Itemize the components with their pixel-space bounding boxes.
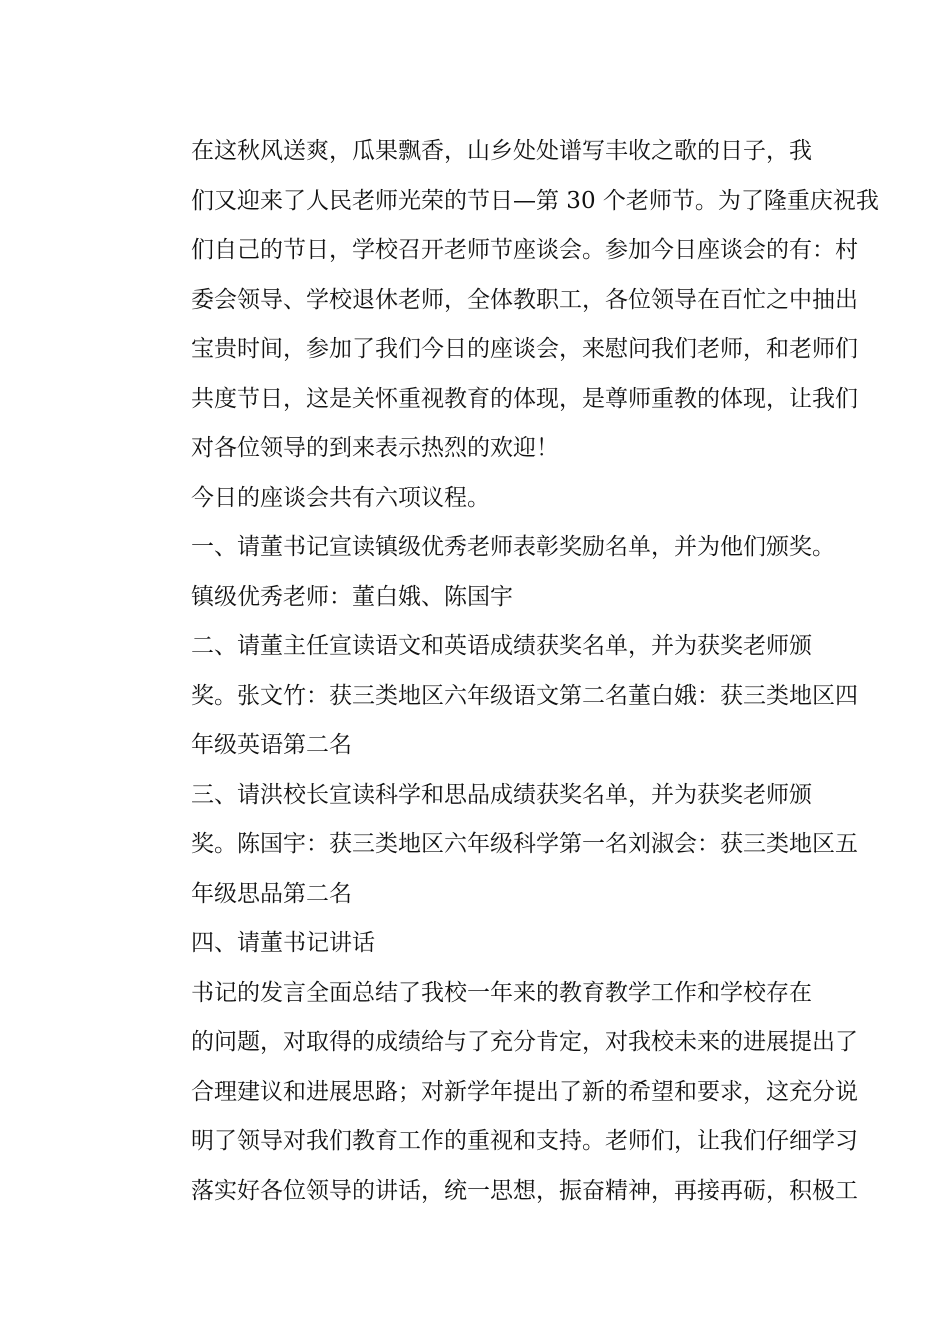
text-line: 落实好各位领导的讲话，统一思想，振奋精神，再接再砺，积极工 (191, 1177, 858, 1204)
document-body (145, 127, 879, 1216)
paragraph-agenda-item-2 (145, 622, 858, 771)
text-line: 对各位领导的到来表示热烈的欢迎！ (191, 435, 559, 461)
text-line: 镇级优秀老师：董白娥、陈国宇 (191, 583, 513, 610)
text-line: 合理建议和进展思路；对新学年提出了新的希望和要求，这充分说 (191, 1078, 858, 1105)
text-line: 们又迎来了人民老师光荣的节日—第 30 个老师节。为了隆重庆祝我 (191, 187, 879, 214)
text-line: 共度节日，这是关怀重视教育的体现，是尊师重教的体现，让我们 (191, 385, 858, 412)
paragraph-agenda-intro (145, 474, 810, 524)
paragraph-agenda-item-4 (145, 919, 810, 969)
text-line: 们自己的节日，学校召开老师节座谈会。参加今日座谈会的有：村 (191, 237, 858, 263)
text-line: 年级思品第二名 (191, 880, 352, 907)
text-line: 宝贵时间，参加了我们今日的座谈会，来慰问我们老师，和老师们 (191, 336, 858, 362)
paragraph-agenda-item-1 (145, 523, 835, 622)
paragraph-opening (145, 127, 879, 474)
text-line: 委会领导、学校退休老师，全体教职工，各位领导在百忙之中抽出 (191, 286, 858, 313)
text-line: 的问题，对取得的成绩给与了充分肯定，对我校未来的进展提出了 (191, 1029, 858, 1055)
text-line: 奖。张文竹：获三类地区六年级语文第二名董白娥：获三类地区四 (191, 682, 858, 709)
text-line: 书记的发言全面总结了我校一年来的教育教学工作和学校存在 (191, 979, 812, 1006)
paragraph-agenda-item-3 (145, 771, 858, 920)
text-line: 奖。陈国宇：获三类地区六年级科学第一名刘淑会：获三类地区五 (191, 831, 858, 857)
text-line: 一、请董书记宣读镇级优秀老师表彰奖励名单，并为他们颁奖。 (191, 534, 835, 560)
text-line: 四、请董书记讲话 (191, 930, 375, 956)
text-line: 三、请洪校长宣读科学和思品成绩获奖名单，并为获奖老师颁 (191, 781, 812, 808)
paragraph-secretary-speech (145, 969, 858, 1217)
text-line: 年级英语第二名 (191, 732, 352, 758)
text-line: 在这秋风送爽，瓜果飘香，山乡处处谱写丰收之歌的日子，我 (191, 138, 812, 164)
text-line: 今日的座谈会共有六项议程。 (191, 484, 490, 511)
text-line: 二、请董主任宣读语文和英语成绩获奖名单，并为获奖老师颁 (191, 633, 812, 659)
text-line: 明了领导对我们教育工作的重视和支持。老师们，让我们仔细学习 (191, 1128, 858, 1154)
